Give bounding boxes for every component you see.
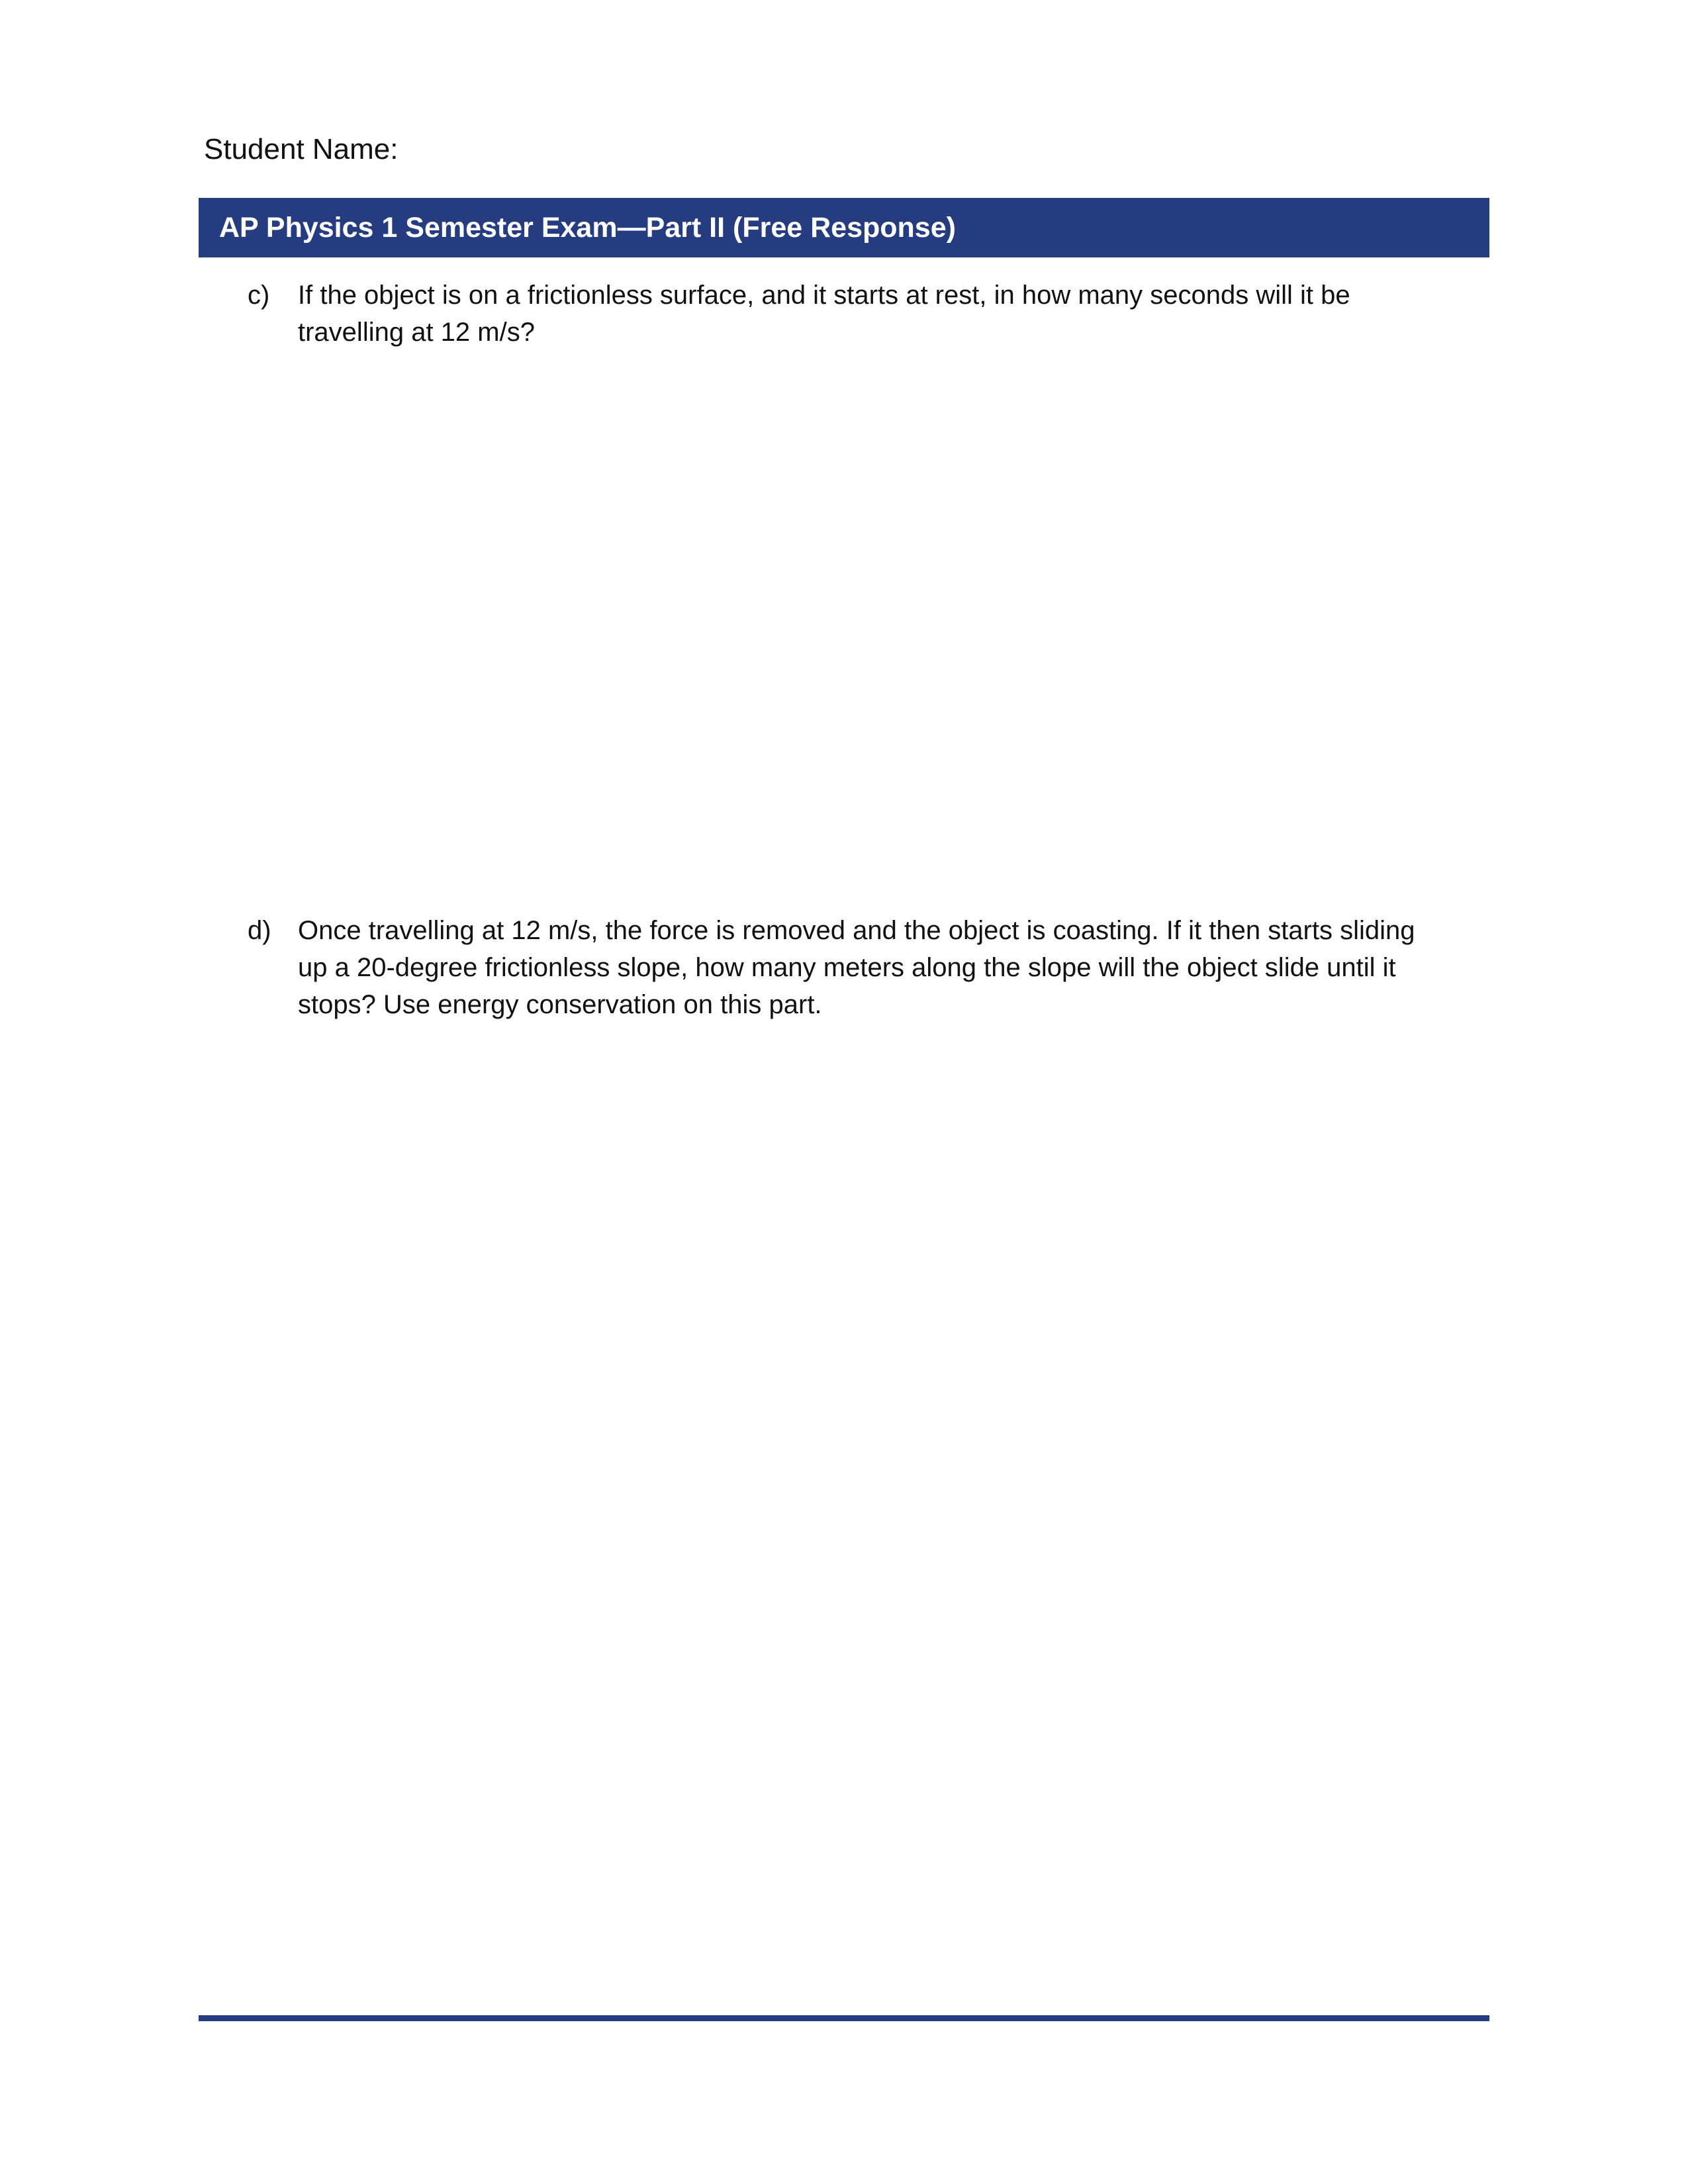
footer-rule bbox=[199, 2015, 1489, 2021]
question-text-line: travelling at 12 m/s? bbox=[298, 318, 535, 347]
student-name-label: Student Name: bbox=[204, 133, 399, 165]
question-text-line: stops? Use energy conservation on this part. bbox=[298, 990, 822, 1019]
exam-title: AP Physics 1 Semester Exam—Part II (Free Response) bbox=[219, 212, 956, 244]
question-text bbox=[298, 277, 1483, 351]
question-label: d) bbox=[248, 916, 271, 945]
question-label: c) bbox=[248, 281, 270, 310]
question-text bbox=[298, 912, 1483, 1023]
question-text-line: Once travelling at 12 m/s, the force is removed and the object is coasting. If it then starts sliding bbox=[298, 916, 1415, 945]
exam-header-band bbox=[199, 198, 1489, 257]
question-text-line: up a 20-degree frictionless slope, how many meters along the slope will the object slide until it bbox=[298, 953, 1396, 982]
question-text-line: If the object is on a frictionless surface, and it starts at rest, in how many seconds will it be bbox=[298, 281, 1350, 310]
